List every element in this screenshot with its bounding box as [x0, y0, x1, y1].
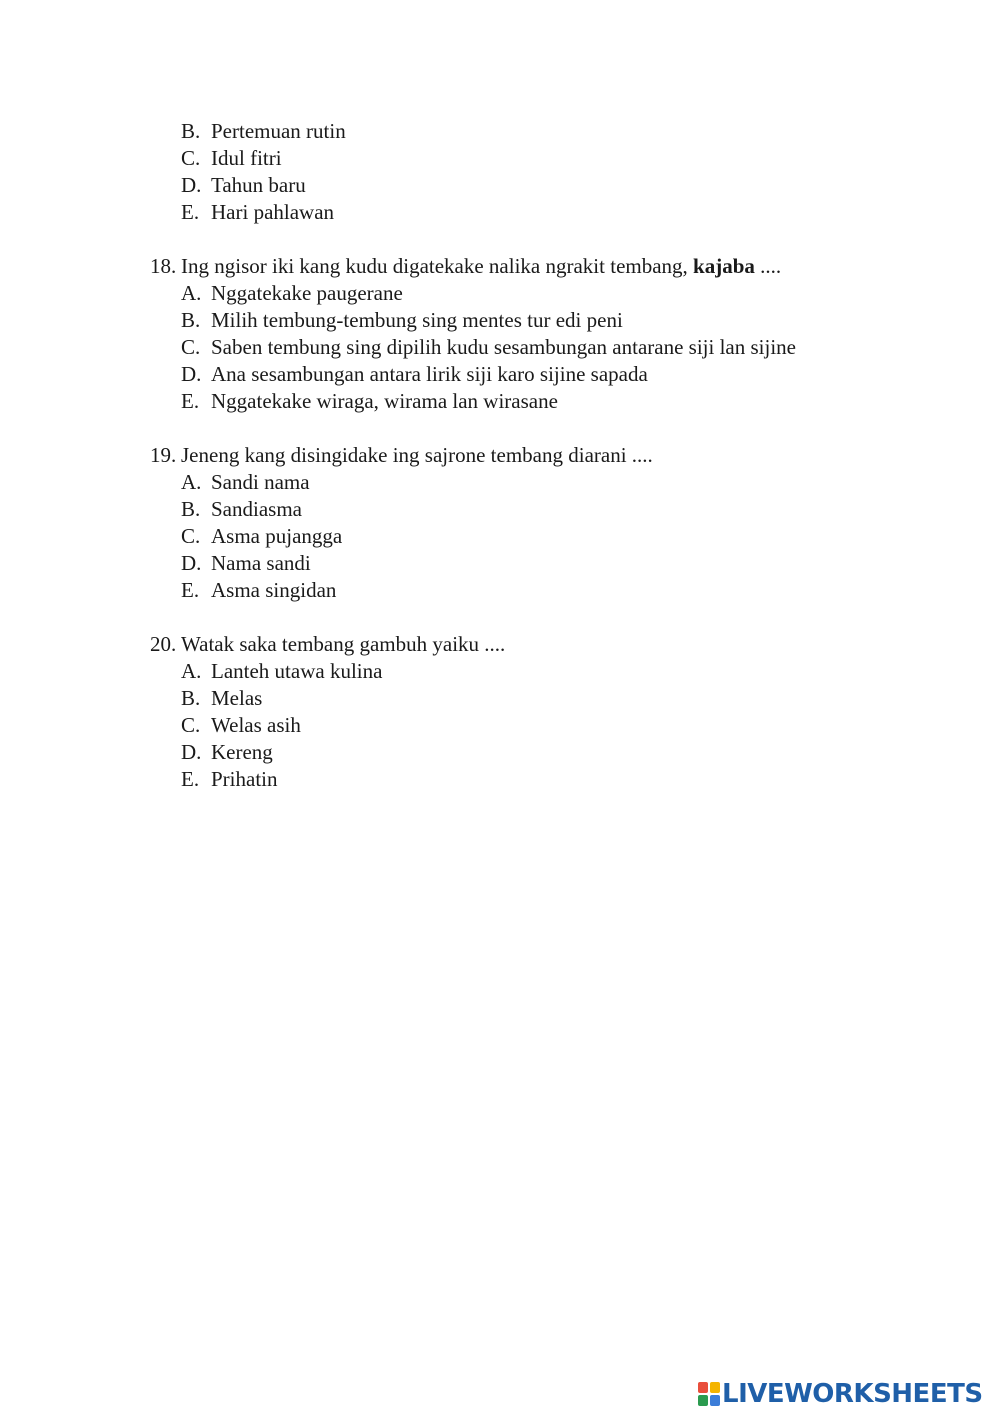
question-20 [150, 631, 870, 793]
option-letter: C. [181, 146, 201, 170]
option-item[interactable] [150, 145, 870, 172]
option-letter: D. [181, 551, 202, 575]
option-text: Nggatekake paugerane [211, 281, 403, 305]
option-letter: D. [181, 173, 202, 197]
option-letter: B. [181, 119, 201, 143]
question-18 [150, 253, 870, 415]
option-text: Melas [211, 686, 263, 710]
option-text: Ana sesambungan antara lirik siji karo sijine sapada [211, 362, 648, 386]
option-text: Pertemuan rutin [211, 119, 346, 143]
option-item[interactable] [150, 658, 870, 685]
option-text: Saben tembung sing dipilih kudu sesambungan antarane siji lan sijine [211, 335, 796, 359]
continued-options [150, 118, 870, 226]
option-item[interactable] [150, 307, 870, 334]
option-letter: B. [181, 497, 201, 521]
question-number: 19. [150, 443, 177, 467]
option-text: Idul fitri [211, 146, 282, 170]
option-text: Nggatekake wiraga, wirama lan wirasane [211, 389, 558, 413]
option-item[interactable] [150, 496, 870, 523]
option-item[interactable] [150, 469, 870, 496]
option-letter: A. [181, 659, 202, 683]
logo-square-blue [710, 1395, 720, 1406]
option-letter: C. [181, 524, 201, 548]
option-letter: C. [181, 335, 201, 359]
option-text: Asma singidan [211, 578, 337, 602]
question-number: 18. [150, 254, 177, 278]
option-text: Sandiasma [211, 497, 302, 521]
option-text: Milih tembung-tembung sing mentes tur edi peni [211, 308, 623, 332]
question-text [150, 631, 870, 658]
question-stem: Jeneng kang disingidake ing sajrone tembang diarani .... [181, 443, 653, 467]
option-item[interactable] [150, 766, 870, 793]
worksheet-content [150, 118, 870, 793]
option-item[interactable] [150, 739, 870, 766]
option-item[interactable] [150, 334, 870, 361]
question-stem-before: Ing ngisor iki kang kudu digatekake nalika ngrakit tembang, [181, 254, 688, 278]
question-number: 20. [150, 632, 177, 656]
option-letter: B. [181, 308, 201, 332]
option-text: Welas asih [211, 713, 301, 737]
option-item[interactable] [150, 685, 870, 712]
option-letter: A. [181, 470, 202, 494]
question-stem: Watak saka tembang gambuh yaiku .... [181, 632, 506, 656]
option-text: Sandi nama [211, 470, 310, 494]
question-stem [181, 253, 781, 280]
option-item[interactable] [150, 388, 870, 415]
option-text: Hari pahlawan [211, 200, 335, 224]
liveworksheets-logo[interactable] [698, 1378, 983, 1410]
option-item[interactable] [150, 118, 870, 145]
option-letter: D. [181, 362, 202, 386]
option-item[interactable] [150, 172, 870, 199]
question-text [150, 442, 870, 469]
option-item[interactable] [150, 712, 870, 739]
option-item[interactable] [150, 199, 870, 226]
question-19 [150, 442, 870, 604]
logo-square-yellow [710, 1382, 720, 1393]
option-item[interactable] [150, 280, 870, 307]
option-letter: C. [181, 713, 201, 737]
liveworksheets-icon [698, 1382, 720, 1406]
option-letter: E. [181, 767, 200, 791]
question-text [150, 253, 870, 280]
option-text: Nama sandi [211, 551, 311, 575]
logo-square-red [698, 1382, 708, 1393]
option-text: Prihatin [211, 767, 278, 791]
option-letter: E. [181, 389, 200, 413]
option-letter: D. [181, 740, 202, 764]
option-item[interactable] [150, 577, 870, 604]
option-text: Tahun baru [211, 173, 306, 197]
option-item[interactable] [150, 550, 870, 577]
option-letter: B. [181, 686, 201, 710]
question-stem-bold: kajaba [693, 254, 755, 278]
question-stem-after: .... [760, 254, 782, 278]
option-letter: A. [181, 281, 202, 305]
option-item[interactable] [150, 523, 870, 550]
option-text: Asma pujangga [211, 524, 343, 548]
logo-square-green [698, 1395, 708, 1406]
option-text: Lanteh utawa kulina [211, 659, 383, 683]
brand-name: LIVEWORKSHEETS [722, 1379, 983, 1409]
option-item[interactable] [150, 361, 870, 388]
option-letter: E. [181, 578, 200, 602]
option-text: Kereng [211, 740, 273, 764]
option-letter: E. [181, 200, 200, 224]
